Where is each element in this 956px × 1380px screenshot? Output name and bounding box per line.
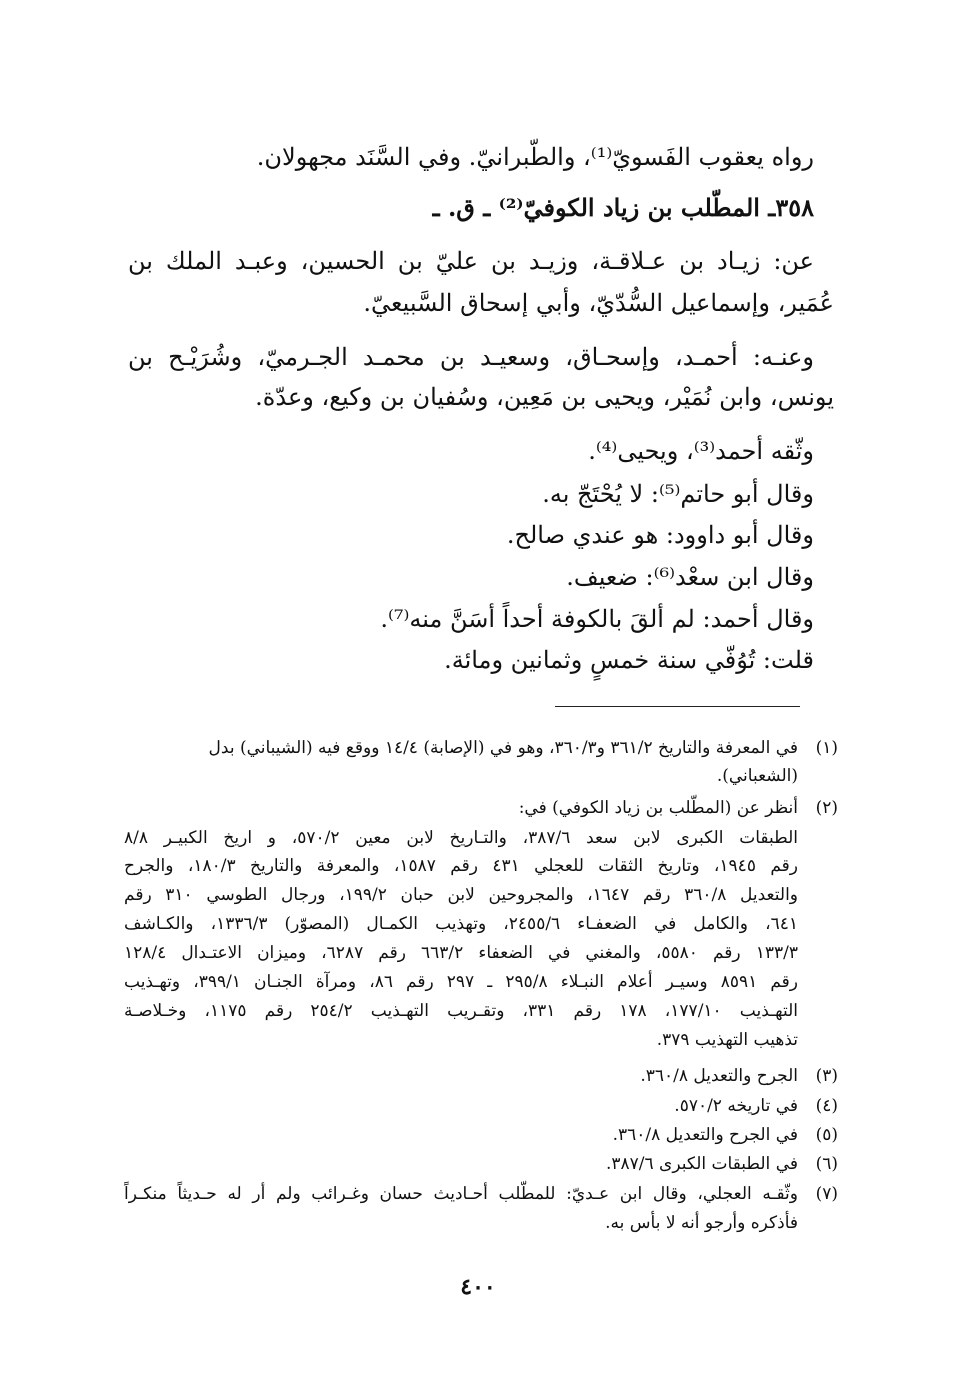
quote-ibn-saad: وقال ابن سعْد⁽⁶⁾: ضعيف.: [566, 563, 814, 591]
footnote-number: (٢): [815, 798, 838, 818]
narration-line: رواه يعقوب الفَسويّ⁽¹⁾، والطّبرانيّ. وفي السَّنَد مجهولان.: [256, 143, 814, 171]
footnote-number: (٧): [815, 1184, 838, 1204]
footnote-7: [124, 1180, 838, 1208]
footnote-1: [124, 734, 838, 762]
narrators-line-2: يونس، وابن نُمَيْر، ويحيى بن مَعِين، وسُفيان بن وكيع، وعدّة.: [255, 383, 834, 411]
quote-ahmad: وقال أحمد: لم ألقَ بالكوفة أحداً أسَنَّ منه⁽⁷⁾.: [380, 605, 814, 633]
footnote-6: [124, 1150, 838, 1178]
footnote-5: [124, 1121, 838, 1149]
footnote-2-line: ١٣٣/٣ رقم ٥٥٨٠، والمغني في الضعفاء ٦٦٣/٢ رقم ٦٢٨٧، وميزان الاعتـدال ١٢٨/٤: [124, 943, 798, 963]
footnote-text: وثّقـه العجلي، وقال ابن عـديّ: للمطّلب أحـاديث حسان وغـرائب ولم أر له حـديثاً منكـراً: [124, 1184, 798, 1204]
footnote-2-line: تذهيب التهذيب ٣٧٩.: [656, 1030, 798, 1050]
footnote-text: أنظر عن (المطّلب بن زياد الكوفي) في:: [518, 798, 798, 818]
footnote-text: الجرح والتعديل ٣٦٠/٨.: [640, 1066, 798, 1086]
death-note: قلت: تُوُفّي سنة خمسٍ وثمانين ومائة.: [444, 646, 814, 674]
footnote-number: (٦): [815, 1154, 838, 1174]
narrated-from-line-1: عن: زيـاد بن عـلاقـة، وزيـد بن عليّ بن الحسين، وعبـد الملك بن: [128, 247, 814, 275]
footnote-2-line: رقم ١٩٤٥، وتاريخ الثقات للعجلي ٤٣١ رقم ١٥٨٧، والمعرفة والتاريخ ١٨٠/٣، والجرح: [124, 856, 798, 876]
footnote-2-line: والتعديل ٣٦٠/٨ رقم ١٦٤٧، والمجروحين لابن حبان ١٩٩/٢، ورجال الطوسي ٣١٠ رقم: [124, 885, 798, 905]
quote-tawthiq: وثّقه أحمد⁽³⁾، ويحيى⁽⁴⁾.: [588, 437, 814, 465]
footnote-2-line: رقم ٨٥٩١ وسيـر أعلام النبـلاء ٢٩٥/٨ ـ ٢٩٧ رقم ٨٦، ومرآة الجنـان ٣٩٩/١، وتهـذيب: [124, 972, 798, 992]
footnote-number: (٣): [815, 1066, 838, 1086]
footnote-text: في تاريخه ٥٧٠/٢.: [674, 1096, 798, 1116]
quote-abu-dawud: وقال أبو داوود: هو عندي صالح.: [506, 521, 814, 549]
footnote-2: [124, 794, 838, 822]
footnote-divider: [555, 706, 800, 707]
narrated-from-line-2: عُمَير، وإسماعيل السُّدّيّ، وأبي إسحاق السَّبيعيّ.: [363, 289, 834, 317]
footnote-2-line: التهـذيب ١٧٧/١٠، ١٧٨ رقم ٣٣١، وتقـريب التهـذيب ٢٥٤/٢ رقم ١١٧٥، وخـلاصـة: [124, 1001, 798, 1021]
footnote-number: (٥): [815, 1125, 838, 1145]
footnote-1-continued: (الشعباني).: [716, 766, 798, 786]
footnote-text: في المعرفة والتاريخ ٣٦١/٢ و٣٦٠/٣، وهو في (الإصابة) ١٤/٤ ووقع فيه (الشيباني) بدل: [208, 738, 798, 758]
quote-abu-hatim: وقال أبو حاتم⁽⁵⁾: لا يُحْتَجّ به.: [542, 480, 814, 508]
footnote-2-line: الطبقات الكبرى لابن سعد ٣٨٧/٦، والتـاريخ لابن معين ٥٧٠/٢، و اريخ الكبيـر ٨/٨: [124, 828, 798, 848]
entry-heading: ٣٥٨ـ المطّلب بن زياد الكوفيّ⁽²⁾ ـ ق. ـ: [432, 193, 814, 222]
narrators-line-1: وعنـه: أحمـد، وإسحـاق، وسعيـد بن محمـد الجـرميّ، وشُرَيْـح بن: [128, 343, 814, 371]
footnote-2-line: ٦٤١، والكامل في الضعفـاء ٢٤٥٥/٦، وتهذيب الكمـال (المصوّر) ١٣٣٦/٣، والكـاشف: [124, 914, 798, 934]
footnote-text: في الطبقات الكبرى ٣٨٧/٦.: [605, 1154, 798, 1174]
footnote-number: (١): [815, 738, 838, 758]
footnote-number: (٤): [815, 1096, 838, 1116]
footnote-7-continued: فأذكره وأرجو أنه لا بأس به.: [605, 1213, 798, 1233]
page-number: ٤٠٠: [460, 1274, 496, 1300]
footnote-4: [124, 1092, 838, 1120]
footnote-text: في الجرح والتعديل ٣٦٠/٨.: [612, 1125, 798, 1145]
footnote-3: [124, 1062, 838, 1090]
